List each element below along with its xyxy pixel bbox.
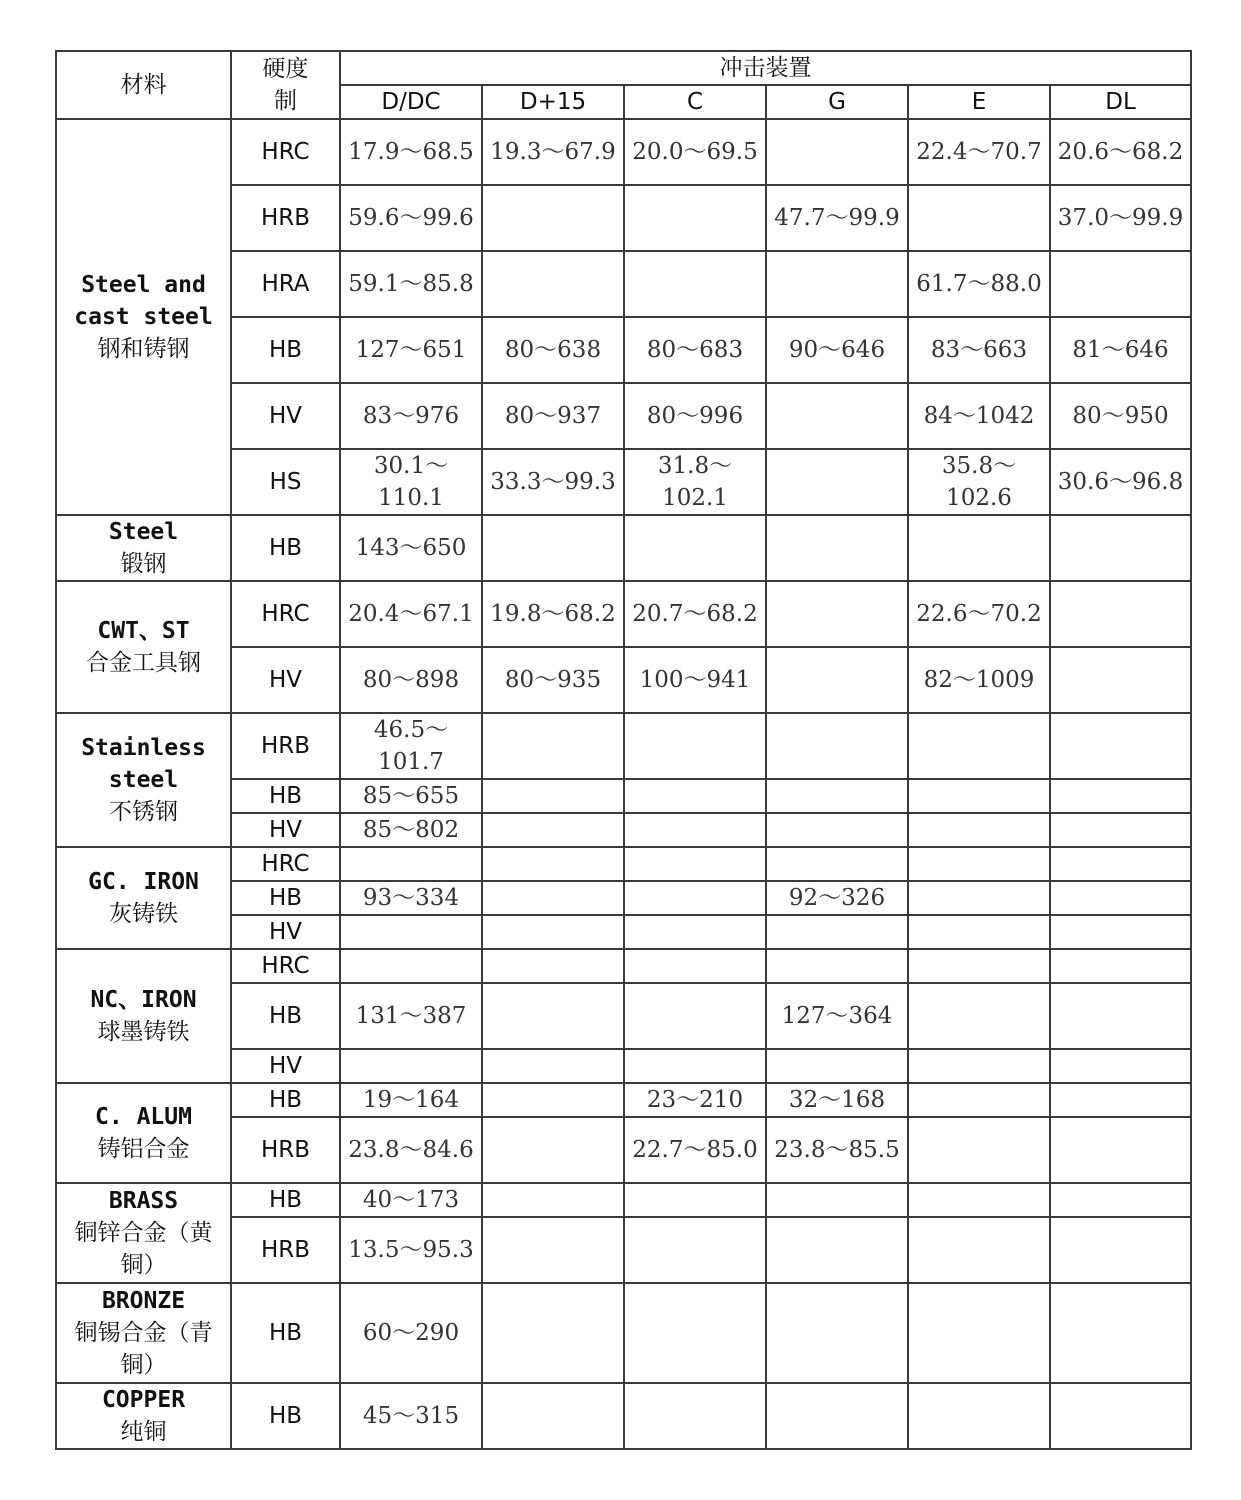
value-cell-c xyxy=(624,779,766,813)
scale-cell: HRC xyxy=(231,119,340,185)
value-cell-c xyxy=(624,515,766,581)
value-cell-d15 xyxy=(482,915,624,949)
scale-cell: HB xyxy=(231,515,340,581)
value-cell-c xyxy=(624,813,766,847)
value-cell-d15: 80～935 xyxy=(482,647,624,713)
table-row xyxy=(56,581,1191,647)
value-cell-e: 22.6～70.2 xyxy=(908,581,1050,647)
value-cell-d15 xyxy=(482,1117,624,1183)
material-name-zh: 球墨铸铁 xyxy=(97,1019,190,1045)
value-cell-dl xyxy=(1050,813,1191,847)
value-cell-g xyxy=(766,515,908,581)
table-row xyxy=(56,1183,1191,1217)
value-cell-d-dc: 83～976 xyxy=(340,383,482,449)
value-cell-d15 xyxy=(482,1083,624,1117)
value-cell-dl xyxy=(1050,779,1191,813)
material-name-zh: 锻钢 xyxy=(120,551,167,577)
material-name-zh: 铜锡合金（青铜） xyxy=(74,1320,213,1378)
value-cell-c: 31.8～102.1 xyxy=(624,449,766,515)
value-cell-d-dc: 127～651 xyxy=(340,317,482,383)
value-cell-d-dc xyxy=(340,915,482,949)
value-cell-d15 xyxy=(482,1049,624,1083)
value-cell-g xyxy=(766,813,908,847)
value-cell-d-dc: 85～655 xyxy=(340,779,482,813)
value-cell-g xyxy=(766,713,908,779)
value-cell-d15 xyxy=(482,185,624,251)
device-header-d-dc: D/DC xyxy=(340,85,482,119)
scale-header xyxy=(231,51,340,119)
value-cell-c xyxy=(624,1183,766,1217)
value-cell-d-dc: 59.6～99.6 xyxy=(340,185,482,251)
value-cell-d-dc xyxy=(340,1049,482,1083)
value-cell-d-dc xyxy=(340,949,482,983)
material-cell xyxy=(56,713,231,847)
material-name-zh: 钢和铸钢 xyxy=(97,336,190,362)
scale-cell: HB xyxy=(231,317,340,383)
value-cell-dl xyxy=(1050,713,1191,779)
value-cell-dl: 81～646 xyxy=(1050,317,1191,383)
scale-cell: HRC xyxy=(231,581,340,647)
value-cell-c xyxy=(624,1283,766,1383)
value-cell-e xyxy=(908,949,1050,983)
value-cell-e xyxy=(908,915,1050,949)
value-cell-e: 83～663 xyxy=(908,317,1050,383)
value-cell-dl: 30.6～96.8 xyxy=(1050,449,1191,515)
value-cell-d15 xyxy=(482,251,624,317)
value-cell-d-dc: 46.5～101.7 xyxy=(340,713,482,779)
value-cell-d15: 80～937 xyxy=(482,383,624,449)
value-cell-dl xyxy=(1050,581,1191,647)
value-cell-e xyxy=(908,1117,1050,1183)
value-cell-g xyxy=(766,119,908,185)
value-cell-c xyxy=(624,1217,766,1283)
value-cell-g: 47.7～99.9 xyxy=(766,185,908,251)
material-name-en: C. ALUM xyxy=(95,1104,192,1130)
value-cell-d-dc: 17.9～68.5 xyxy=(340,119,482,185)
material-cell xyxy=(56,119,231,515)
scale-cell: HB xyxy=(231,983,340,1049)
material-name-zh: 铸铝合金 xyxy=(97,1136,190,1162)
scale-cell: HB xyxy=(231,881,340,915)
value-cell-d15 xyxy=(482,779,624,813)
scale-cell: HRB xyxy=(231,713,340,779)
value-cell-d-dc: 20.4～67.1 xyxy=(340,581,482,647)
value-cell-c: 20.7～68.2 xyxy=(624,581,766,647)
material-cell xyxy=(56,1183,231,1283)
scale-cell: HV xyxy=(231,915,340,949)
value-cell-c: 80～996 xyxy=(624,383,766,449)
value-cell-c: 22.7～85.0 xyxy=(624,1117,766,1183)
value-cell-e: 84～1042 xyxy=(908,383,1050,449)
value-cell-d15 xyxy=(482,949,624,983)
scale-cell: HRC xyxy=(231,949,340,983)
value-cell-e xyxy=(908,1083,1050,1117)
value-cell-dl xyxy=(1050,1217,1191,1283)
device-header-d15: D+15 xyxy=(482,85,624,119)
device-header-dl: DL xyxy=(1050,85,1191,119)
value-cell-e xyxy=(908,847,1050,881)
material-name-en: CWT、ST xyxy=(97,618,190,644)
value-cell-g xyxy=(766,647,908,713)
value-cell-c xyxy=(624,185,766,251)
value-cell-d-dc: 45～315 xyxy=(340,1383,482,1449)
value-cell-dl xyxy=(1050,1283,1191,1383)
value-cell-g xyxy=(766,1283,908,1383)
material-name-en: Steel xyxy=(108,519,179,545)
value-cell-g: 32～168 xyxy=(766,1083,908,1117)
value-cell-dl xyxy=(1050,1383,1191,1449)
value-cell-c xyxy=(624,881,766,915)
hardness-table xyxy=(55,50,1192,1450)
value-cell-dl xyxy=(1050,515,1191,581)
scale-cell: HRB xyxy=(231,185,340,251)
value-cell-d15 xyxy=(482,515,624,581)
material-cell xyxy=(56,949,231,1083)
value-cell-g: 92～326 xyxy=(766,881,908,915)
value-cell-d15 xyxy=(482,1183,624,1217)
value-cell-e: 82～1009 xyxy=(908,647,1050,713)
table-row xyxy=(56,713,1191,779)
value-cell-g xyxy=(766,915,908,949)
value-cell-c xyxy=(624,847,766,881)
value-cell-d15 xyxy=(482,1217,624,1283)
value-cell-c xyxy=(624,983,766,1049)
value-cell-e xyxy=(908,1283,1050,1383)
table-row xyxy=(56,1083,1191,1117)
value-cell-g xyxy=(766,383,908,449)
scale-cell: HRB xyxy=(231,1217,340,1283)
value-cell-g xyxy=(766,251,908,317)
value-cell-d-dc: 23.8～84.6 xyxy=(340,1117,482,1183)
material-name-en: NC、IRON xyxy=(90,987,197,1013)
value-cell-e xyxy=(908,881,1050,915)
value-cell-c: 80～683 xyxy=(624,317,766,383)
value-cell-d-dc: 40～173 xyxy=(340,1183,482,1217)
value-cell-d-dc: 131～387 xyxy=(340,983,482,1049)
device-header-c: C xyxy=(624,85,766,119)
value-cell-e xyxy=(908,1217,1050,1283)
material-name-en: GC. IRON xyxy=(88,869,199,895)
material-cell xyxy=(56,1083,231,1183)
table-body xyxy=(56,119,1191,1449)
device-group-header: 冲击装置 xyxy=(340,51,1191,85)
value-cell-c: 100～941 xyxy=(624,647,766,713)
table-row xyxy=(56,847,1191,881)
value-cell-g xyxy=(766,1049,908,1083)
value-cell-e: 35.8～102.6 xyxy=(908,449,1050,515)
value-cell-d15 xyxy=(482,1383,624,1449)
value-cell-d-dc xyxy=(340,847,482,881)
material-name-en: BRONZE xyxy=(101,1288,186,1314)
value-cell-d-dc: 60～290 xyxy=(340,1283,482,1383)
value-cell-g xyxy=(766,1217,908,1283)
table-row xyxy=(56,119,1191,185)
scale-cell: HRB xyxy=(231,1117,340,1183)
value-cell-d15 xyxy=(482,1283,624,1383)
value-cell-dl: 37.0～99.9 xyxy=(1050,185,1191,251)
value-cell-g: 127～364 xyxy=(766,983,908,1049)
value-cell-dl xyxy=(1050,881,1191,915)
scale-cell: HB xyxy=(231,1083,340,1117)
scale-cell: HV xyxy=(231,813,340,847)
material-name-en: COPPER xyxy=(101,1387,186,1413)
value-cell-g xyxy=(766,1183,908,1217)
value-cell-c: 23～210 xyxy=(624,1083,766,1117)
value-cell-e xyxy=(908,779,1050,813)
scale-cell: HV xyxy=(231,1049,340,1083)
value-cell-c xyxy=(624,1049,766,1083)
value-cell-e xyxy=(908,185,1050,251)
value-cell-d-dc: 19～164 xyxy=(340,1083,482,1117)
value-cell-dl xyxy=(1050,949,1191,983)
scale-cell: HV xyxy=(231,647,340,713)
value-cell-dl xyxy=(1050,915,1191,949)
value-cell-d-dc: 59.1～85.8 xyxy=(340,251,482,317)
value-cell-d-dc: 30.1～110.1 xyxy=(340,449,482,515)
material-name-zh: 不锈钢 xyxy=(109,799,178,825)
material-cell xyxy=(56,581,231,713)
value-cell-d-dc: 13.5～95.3 xyxy=(340,1217,482,1283)
value-cell-g xyxy=(766,1383,908,1449)
value-cell-g xyxy=(766,581,908,647)
value-cell-dl xyxy=(1050,1083,1191,1117)
value-cell-dl xyxy=(1050,251,1191,317)
value-cell-e xyxy=(908,1383,1050,1449)
value-cell-dl xyxy=(1050,983,1191,1049)
scale-cell: HV xyxy=(231,383,340,449)
value-cell-g xyxy=(766,449,908,515)
value-cell-e xyxy=(908,713,1050,779)
value-cell-e: 61.7～88.0 xyxy=(908,251,1050,317)
value-cell-dl xyxy=(1050,647,1191,713)
value-cell-c xyxy=(624,713,766,779)
value-cell-c: 20.0～69.5 xyxy=(624,119,766,185)
value-cell-g: 90～646 xyxy=(766,317,908,383)
value-cell-g xyxy=(766,949,908,983)
value-cell-d-dc: 143～650 xyxy=(340,515,482,581)
material-cell xyxy=(56,847,231,949)
value-cell-d15 xyxy=(482,881,624,915)
value-cell-g xyxy=(766,779,908,813)
value-cell-c xyxy=(624,1383,766,1449)
table-row xyxy=(56,515,1191,581)
value-cell-c xyxy=(624,949,766,983)
scale-cell: HS xyxy=(231,449,340,515)
value-cell-e: 22.4～70.7 xyxy=(908,119,1050,185)
scale-cell: HB xyxy=(231,1183,340,1217)
value-cell-dl xyxy=(1050,847,1191,881)
value-cell-dl xyxy=(1050,1049,1191,1083)
material-header: 材料 xyxy=(56,51,231,119)
material-name-zh: 纯铜 xyxy=(120,1419,167,1445)
value-cell-d15: 19.8～68.2 xyxy=(482,581,624,647)
table-row xyxy=(56,1283,1191,1383)
table-row xyxy=(56,1383,1191,1449)
material-cell xyxy=(56,1383,231,1449)
material-name-zh: 合金工具钢 xyxy=(86,650,201,676)
table-header xyxy=(56,51,1191,119)
material-name-zh: 铜锌合金（黄铜） xyxy=(74,1220,213,1278)
material-name-en: Stainless steel xyxy=(81,735,206,793)
device-header-e: E xyxy=(908,85,1050,119)
value-cell-e xyxy=(908,1183,1050,1217)
table-row xyxy=(56,949,1191,983)
value-cell-dl xyxy=(1050,1117,1191,1183)
value-cell-d15 xyxy=(482,713,624,779)
value-cell-dl: 80～950 xyxy=(1050,383,1191,449)
value-cell-g: 23.8～85.5 xyxy=(766,1117,908,1183)
scale-cell: HRC xyxy=(231,847,340,881)
value-cell-e xyxy=(908,1049,1050,1083)
value-cell-d-dc: 80～898 xyxy=(340,647,482,713)
value-cell-c xyxy=(624,915,766,949)
value-cell-dl xyxy=(1050,1183,1191,1217)
scale-cell: HB xyxy=(231,779,340,813)
value-cell-d15: 33.3～99.3 xyxy=(482,449,624,515)
value-cell-c xyxy=(624,251,766,317)
value-cell-e xyxy=(908,813,1050,847)
material-name-zh: 灰铸铁 xyxy=(109,901,178,927)
material-name-en: BRASS xyxy=(108,1188,179,1214)
device-header-g: G xyxy=(766,85,908,119)
value-cell-e xyxy=(908,515,1050,581)
value-cell-d-dc: 93～334 xyxy=(340,881,482,915)
scale-header-label: 硬度制 xyxy=(262,56,309,114)
value-cell-g xyxy=(766,847,908,881)
scale-cell: HRA xyxy=(231,251,340,317)
scale-cell: HB xyxy=(231,1283,340,1383)
value-cell-d15: 80～638 xyxy=(482,317,624,383)
material-cell xyxy=(56,1283,231,1383)
material-name-en: Steel and cast steel xyxy=(74,272,213,330)
material-cell xyxy=(56,515,231,581)
value-cell-d15 xyxy=(482,847,624,881)
value-cell-e xyxy=(908,983,1050,1049)
value-cell-d-dc: 85～802 xyxy=(340,813,482,847)
value-cell-d15 xyxy=(482,983,624,1049)
value-cell-d15 xyxy=(482,813,624,847)
header-row-top xyxy=(56,51,1191,85)
value-cell-d15: 19.3～67.9 xyxy=(482,119,624,185)
value-cell-dl: 20.6～68.2 xyxy=(1050,119,1191,185)
scale-cell: HB xyxy=(231,1383,340,1449)
